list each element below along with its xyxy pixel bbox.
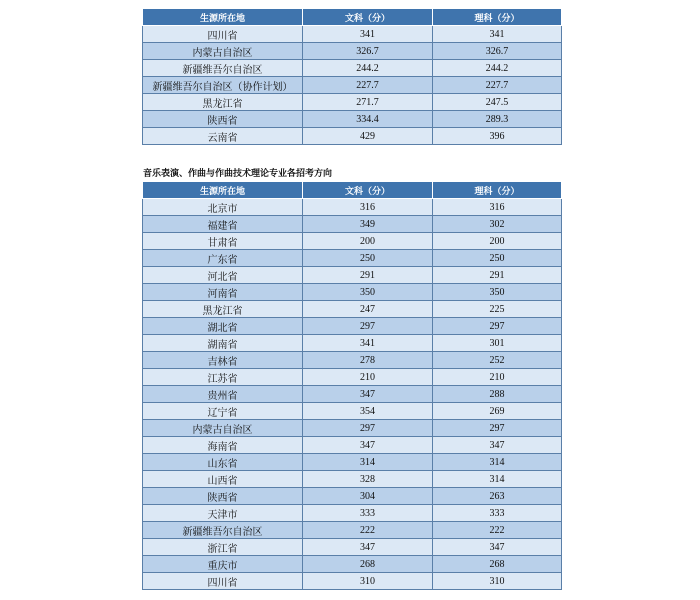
table-row [143, 43, 562, 60]
table-row [143, 233, 562, 250]
cell-science-score: 252 [433, 352, 562, 369]
cell-region: 河南省 [143, 284, 303, 301]
cell-region: 黑龙江省 [143, 301, 303, 318]
cell-science-score: 297 [433, 318, 562, 335]
cell-arts-score: 247 [303, 301, 433, 318]
cell-region: 天津市 [143, 505, 303, 522]
cell-region: 河北省 [143, 267, 303, 284]
cell-region: 广东省 [143, 250, 303, 267]
cell-arts-score: 210 [303, 369, 433, 386]
table-row [143, 420, 562, 437]
table-row [143, 301, 562, 318]
column-header-region: 生源所在地 [143, 182, 303, 199]
table-body [143, 26, 562, 145]
cell-region: 湖南省 [143, 335, 303, 352]
cell-arts-score: 278 [303, 352, 433, 369]
cell-arts-score: 297 [303, 318, 433, 335]
column-header-arts: 文科（分） [303, 9, 433, 26]
cell-arts-score: 326.7 [303, 43, 433, 60]
score-table-1 [142, 8, 562, 145]
cell-region: 山东省 [143, 454, 303, 471]
table-row [143, 454, 562, 471]
cell-region: 海南省 [143, 437, 303, 454]
table-row [143, 573, 562, 590]
table-row [143, 403, 562, 420]
table-row [143, 250, 562, 267]
cell-science-score: 250 [433, 250, 562, 267]
cell-science-score: 350 [433, 284, 562, 301]
cell-region: 内蒙古自治区 [143, 420, 303, 437]
cell-science-score: 341 [433, 26, 562, 43]
cell-science-score: 247.5 [433, 94, 562, 111]
cell-arts-score: 349 [303, 216, 433, 233]
cell-region: 新疆维吾尔自治区 [143, 522, 303, 539]
column-header-region: 生源所在地 [143, 9, 303, 26]
cell-arts-score: 268 [303, 556, 433, 573]
cell-region: 四川省 [143, 573, 303, 590]
cell-science-score: 288 [433, 386, 562, 403]
table-row [143, 318, 562, 335]
table-row [143, 539, 562, 556]
table-row [143, 471, 562, 488]
table-row [143, 199, 562, 216]
table-row [143, 111, 562, 128]
cell-arts-score: 429 [303, 128, 433, 145]
cell-science-score: 316 [433, 199, 562, 216]
cell-arts-score: 333 [303, 505, 433, 522]
cell-science-score: 244.2 [433, 60, 562, 77]
cell-science-score: 291 [433, 267, 562, 284]
table-row [143, 26, 562, 43]
table-row [143, 60, 562, 77]
table-row [143, 488, 562, 505]
cell-region: 贵州省 [143, 386, 303, 403]
cell-arts-score: 297 [303, 420, 433, 437]
table-row [143, 267, 562, 284]
cell-arts-score: 350 [303, 284, 433, 301]
cell-science-score: 225 [433, 301, 562, 318]
cell-arts-score: 310 [303, 573, 433, 590]
table-row [143, 94, 562, 111]
cell-science-score: 297 [433, 420, 562, 437]
cell-arts-score: 244.2 [303, 60, 433, 77]
cell-region: 江苏省 [143, 369, 303, 386]
cell-arts-score: 347 [303, 386, 433, 403]
table-row [143, 437, 562, 454]
table-row [143, 128, 562, 145]
cell-science-score: 301 [433, 335, 562, 352]
cell-region: 浙江省 [143, 539, 303, 556]
cell-region: 北京市 [143, 199, 303, 216]
cell-arts-score: 334.4 [303, 111, 433, 128]
cell-region: 新疆维吾尔自治区 [143, 60, 303, 77]
cell-arts-score: 341 [303, 335, 433, 352]
cell-science-score: 200 [433, 233, 562, 250]
cell-arts-score: 328 [303, 471, 433, 488]
cell-science-score: 347 [433, 539, 562, 556]
table-row [143, 77, 562, 94]
cell-science-score: 302 [433, 216, 562, 233]
cell-science-score: 326.7 [433, 43, 562, 60]
cell-region: 云南省 [143, 128, 303, 145]
cell-science-score: 314 [433, 471, 562, 488]
cell-region: 内蒙古自治区 [143, 43, 303, 60]
cell-science-score: 210 [433, 369, 562, 386]
table-row [143, 522, 562, 539]
table-row [143, 369, 562, 386]
table-row [143, 556, 562, 573]
cell-science-score: 333 [433, 505, 562, 522]
cell-region: 陕西省 [143, 111, 303, 128]
cell-region: 新疆维吾尔自治区（协作计划） [143, 77, 303, 94]
cell-region: 山西省 [143, 471, 303, 488]
cell-region: 四川省 [143, 26, 303, 43]
cell-science-score: 289.3 [433, 111, 562, 128]
cell-arts-score: 316 [303, 199, 433, 216]
cell-science-score: 396 [433, 128, 562, 145]
cell-arts-score: 347 [303, 539, 433, 556]
cell-science-score: 310 [433, 573, 562, 590]
table-row [143, 335, 562, 352]
cell-arts-score: 291 [303, 267, 433, 284]
cell-region: 吉林省 [143, 352, 303, 369]
cell-arts-score: 341 [303, 26, 433, 43]
cell-arts-score: 314 [303, 454, 433, 471]
cell-region: 陕西省 [143, 488, 303, 505]
cell-arts-score: 222 [303, 522, 433, 539]
section-title: 音乐表演、作曲与作曲技术理论专业各招考方向 [143, 169, 333, 179]
cell-arts-score: 347 [303, 437, 433, 454]
table-row [143, 352, 562, 369]
cell-region: 湖北省 [143, 318, 303, 335]
column-header-science: 理科（分） [433, 9, 562, 26]
cell-arts-score: 304 [303, 488, 433, 505]
cell-arts-score: 227.7 [303, 77, 433, 94]
cell-science-score: 268 [433, 556, 562, 573]
cell-arts-score: 250 [303, 250, 433, 267]
cell-region: 福建省 [143, 216, 303, 233]
cell-arts-score: 200 [303, 233, 433, 250]
cell-arts-score: 354 [303, 403, 433, 420]
cell-region: 重庆市 [143, 556, 303, 573]
table-row [143, 505, 562, 522]
cell-science-score: 263 [433, 488, 562, 505]
table-header-row [143, 9, 562, 26]
cell-science-score: 269 [433, 403, 562, 420]
cell-region: 辽宁省 [143, 403, 303, 420]
score-table-2 [142, 181, 562, 590]
table-row [143, 386, 562, 403]
cell-science-score: 227.7 [433, 77, 562, 94]
column-header-arts: 文科（分） [303, 182, 433, 199]
table-body [143, 199, 562, 590]
cell-arts-score: 271.7 [303, 94, 433, 111]
column-header-science: 理科（分） [433, 182, 562, 199]
table-header-row [143, 182, 562, 199]
cell-science-score: 347 [433, 437, 562, 454]
cell-science-score: 314 [433, 454, 562, 471]
cell-region: 黑龙江省 [143, 94, 303, 111]
cell-region: 甘肃省 [143, 233, 303, 250]
cell-science-score: 222 [433, 522, 562, 539]
table-row [143, 284, 562, 301]
table-row [143, 216, 562, 233]
